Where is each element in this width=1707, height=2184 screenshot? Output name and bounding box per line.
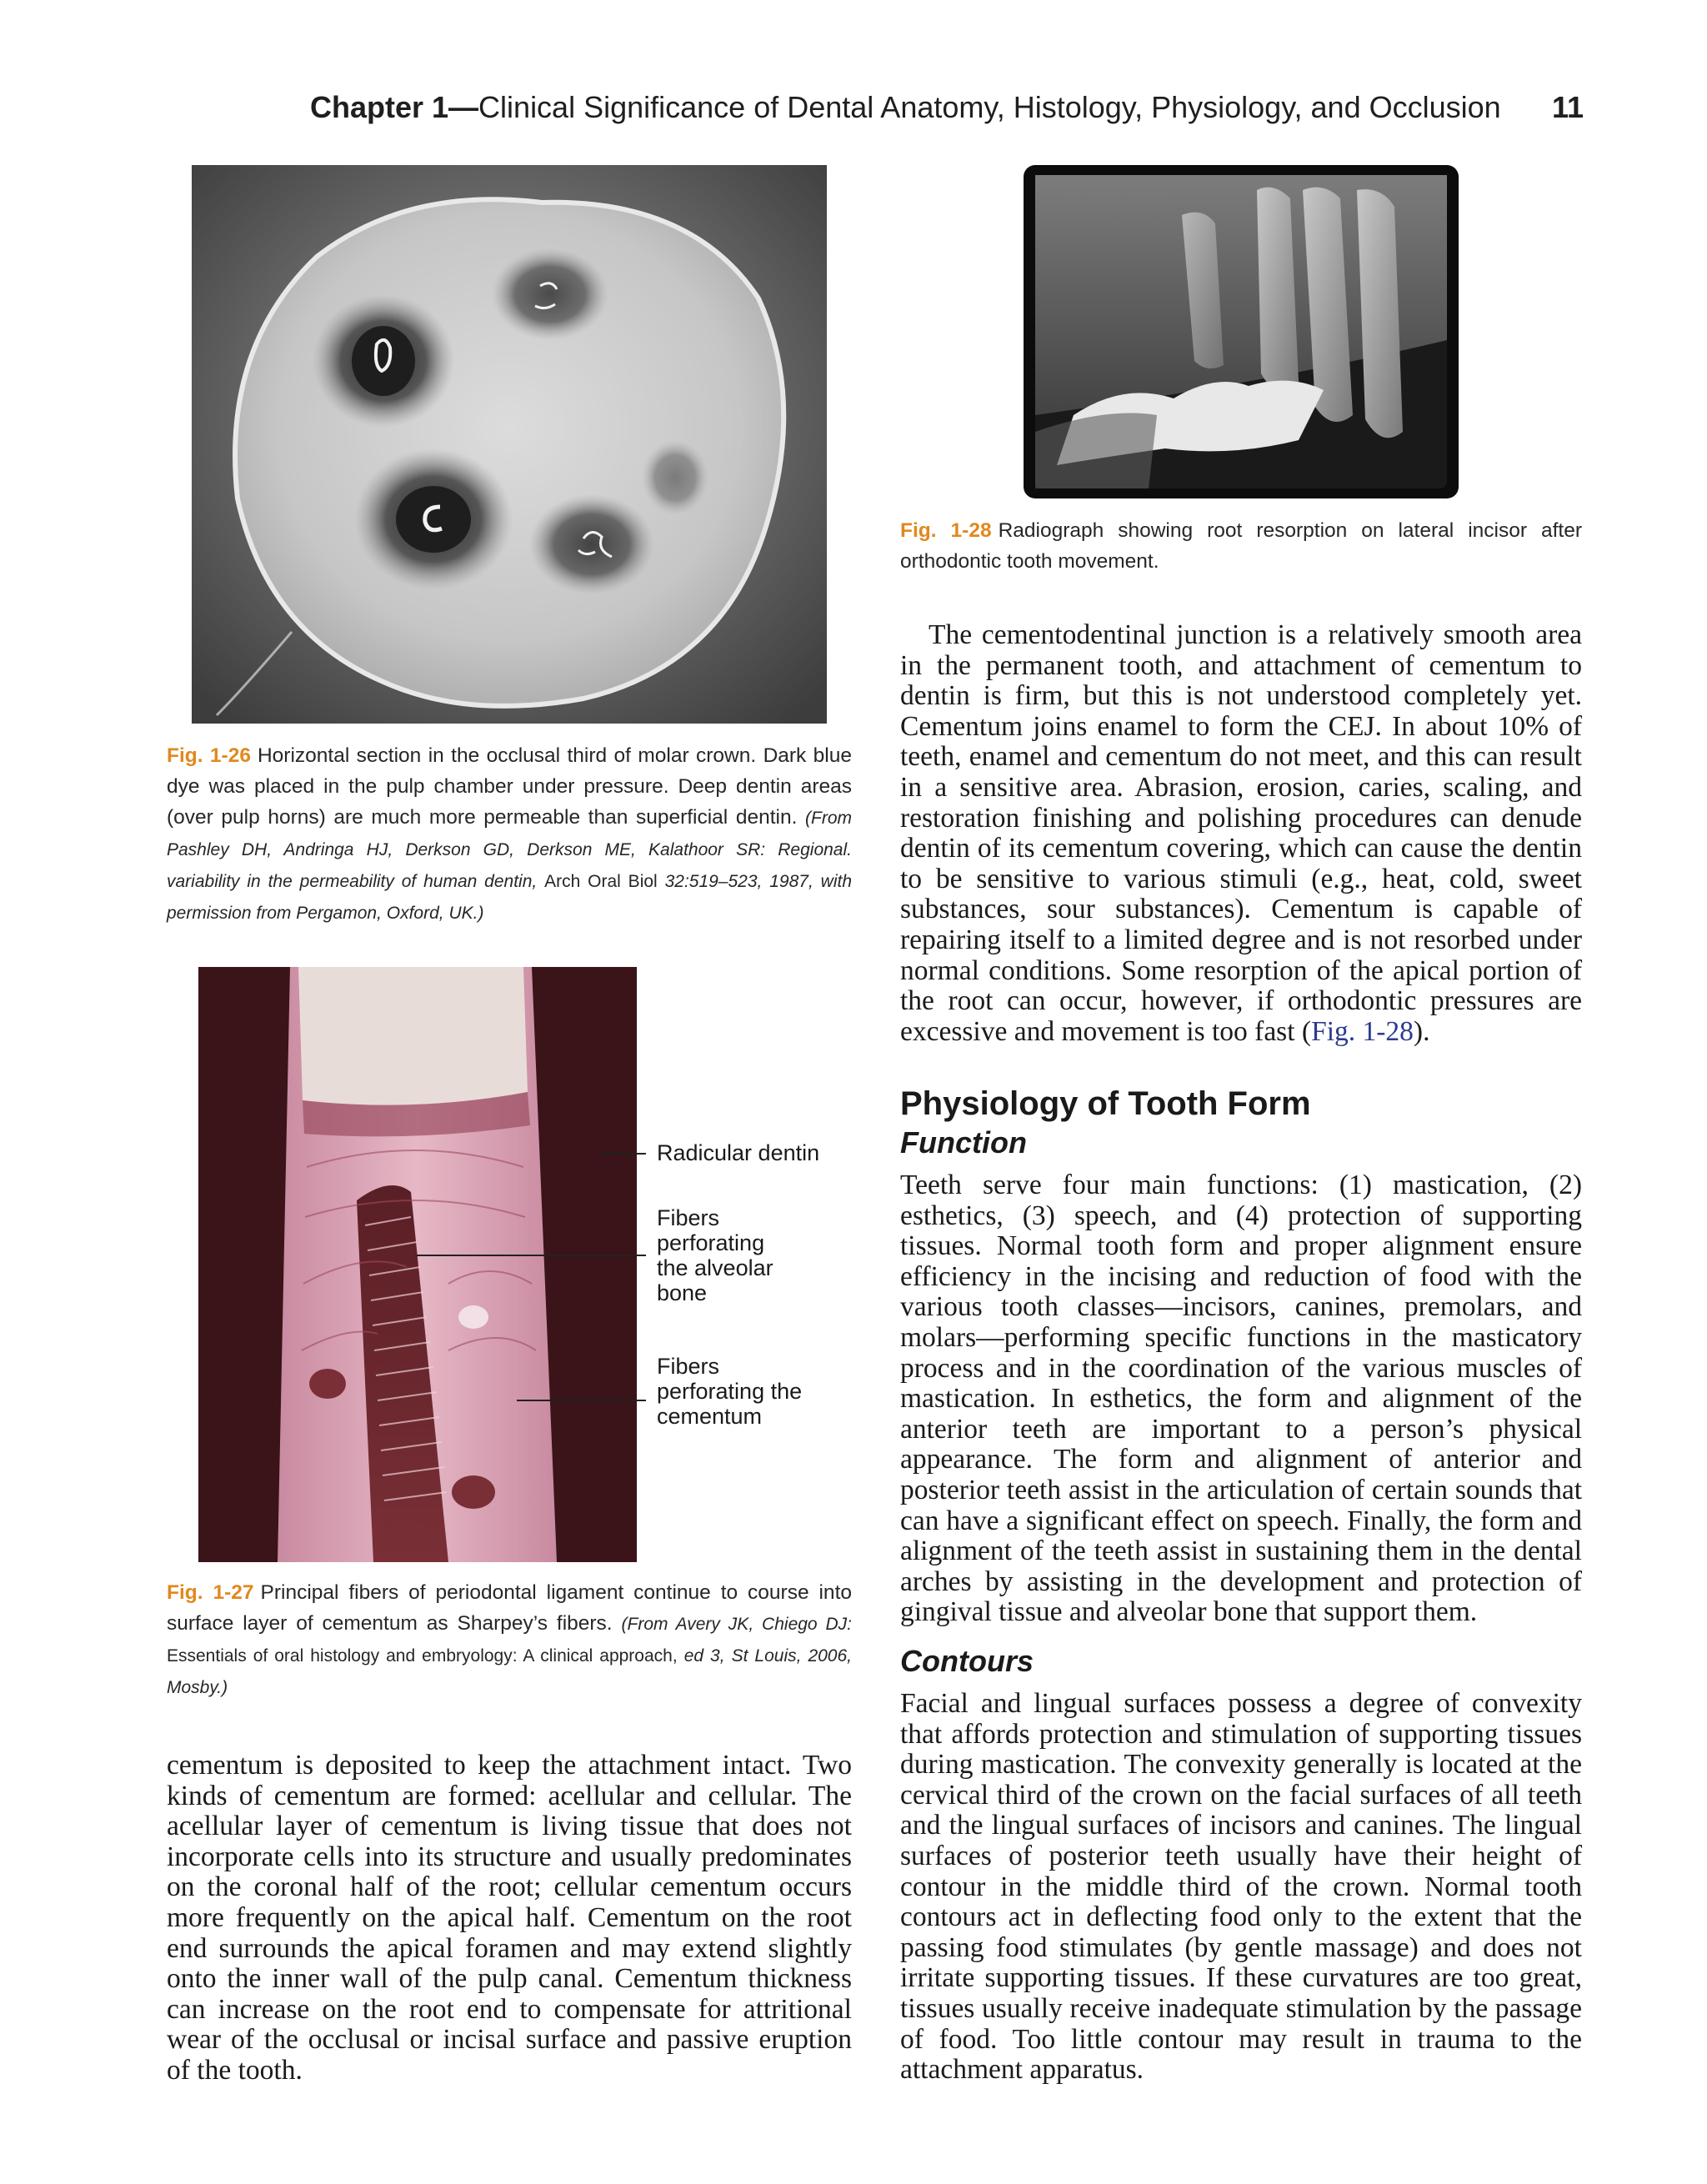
chapter-title: Clinical Significance of Dental Anatomy, Histology, Physiology, and Occlusion <box>478 90 1501 124</box>
figure-1-28-text: Radiograph showing root resorption on lateral incisor after orthodontic tooth movement. <box>900 519 1582 573</box>
figure-1-28-label: Fig. 1-28 <box>900 519 992 542</box>
credit-journal: Arch Oral Biol <box>544 872 658 891</box>
credit-part-2: 32:519–523, 1987, with permission from Pergamon, Oxford, UK.) <box>167 872 852 923</box>
label-fibers-cementum: Fibers perforating the cementum <box>657 1354 803 1429</box>
cementum-paragraph <box>167 1751 852 2086</box>
credit-title: Essentials of oral histology and embryology: A clinical approach, <box>167 1646 678 1666</box>
figure-1-26-text: Horizontal section in the occlusal third of molar crown. Dark blue dye was placed in the pulp chamber under pressure. Deep dentin areas (over pulp horns) are much more permeable than superficial dentin. <box>167 744 853 829</box>
label-radicular-dentin: Radicular dentin <box>657 1140 820 1165</box>
credit-part-1: (From Pashley DH, Andringa HJ, Derkson GD, Derkson ME, Kalathoor SR: Regional. variability in the permeability of human dentin, <box>167 809 853 891</box>
figure-1-28-reference[interactable]: Fig. 1-28 <box>1311 1015 1414 1047</box>
section-title-physiology: Physiology of Tooth Form <box>900 1085 1311 1122</box>
chapter-label: Chapter 1— <box>310 90 479 124</box>
credit-part-1: (From Avery JK, Chiego DJ: <box>621 1615 853 1634</box>
cej-text: The cementodentinal junction is a relatively smooth area in the permanent tooth, and attachment of cementum to dentin is firm, but this is not understood completely yet. Cementum joins enamel to form the CEJ. In about 10% of teeth, enamel and cementum do not meet, and this can result in a sensitive area. Abrasion, erosion, caries, scaling, and restoration finishing and polishing procedures can denude dentin of its cementum covering, which can cause the dentin to be sensitive to various stimuli (e.g., heat, cold, sweet substances, sour substances). Cementum is capable of repairing itself to a limited degree and is not resorbed under normal conditions. Some resorption of the apical portion of the root can occur, however, if orthodontic pressures are excessive and movement is too fast ( <box>900 619 1582 1047</box>
cementum-text: cementum is deposited to keep the attachment intact. Two kinds of cementum are formed: acellular and cellular. The acellular layer of cementum is living tissue that does not incorporate cells into its structure and usually predominates on the coronal half of the root; cellular cementum occurs more frequently on the apical half. Cementum on the root end surrounds the apical foramen and may extend slightly onto the inner wall of the pulp canal. Cementum thickness can increase on the root end to compensate for attritional wear of the occlusal or incisal surface and passive eruption of the tooth. <box>167 1750 852 2086</box>
subsection-title-function: Function <box>900 1125 1027 1160</box>
cej-text-end: ). <box>1413 1015 1430 1047</box>
subsection-title-contours: Contours <box>900 1644 1034 1678</box>
credit-part-2: ed 3, St Louis, 2006, Mosby.) <box>167 1646 852 1697</box>
figure-1-27-caption <box>167 1577 852 1703</box>
figure-1-27-label: Fig. 1-27 <box>167 1581 254 1604</box>
figure-1-26-label: Fig. 1-26 <box>167 744 251 767</box>
label-fibers-alveolar-bone: Fibers perforating the alveolar bone <box>657 1205 773 1305</box>
function-text: Teeth serve four main functions: (1) mastication, (2) esthetics, (3) speech, and (4) protection of supporting tissues. Normal tooth form and proper alignment ensure efficiency in the incising and reduction of food with the various tooth classes—incisors, canines, premolars, and molars—performing specific functions in the masticatory process and in the coordination of the various muscles of mastication. In esthetics, the form and alignment of the anterior teeth are important to a person’s physical appearance. The form and alignment of anterior and posterior teeth assist in the articulation of certain sounds that can have a significant effect on speech. Finally, the form and alignment of the teeth assist in sustaining them in the dental arches by assisting in the development and protection of gingival tissue and alveolar bone that support them. <box>900 1170 1582 1628</box>
page-number: 11 <box>1551 90 1584 124</box>
contours-text: Facial and lingual surfaces possess a degree of convexity that affords protection and stimulation of supporting tissues during mastication. The convexity generally is located at the cervical third of the crown on the facial surfaces of all teeth and the lingual surfaces of incisors and canines. The lingual surfaces of posterior teeth usually have their height of contour in the middle third of the crown. Normal tooth contours act in deflecting food only to the extent that the passing food stimulates (by gentle massage) and does not irritate supporting tissues. If these curvatures are too great, tissues usually receive inadequate stimulation by the passage of food. Too little contour may result in trauma to the attachment apparatus. <box>900 1688 1582 2086</box>
figure-1-27-text: Principal fibers of periodontal ligament continue to course into surface layer of cementum as Sharpey’s fibers. <box>167 1581 852 1635</box>
